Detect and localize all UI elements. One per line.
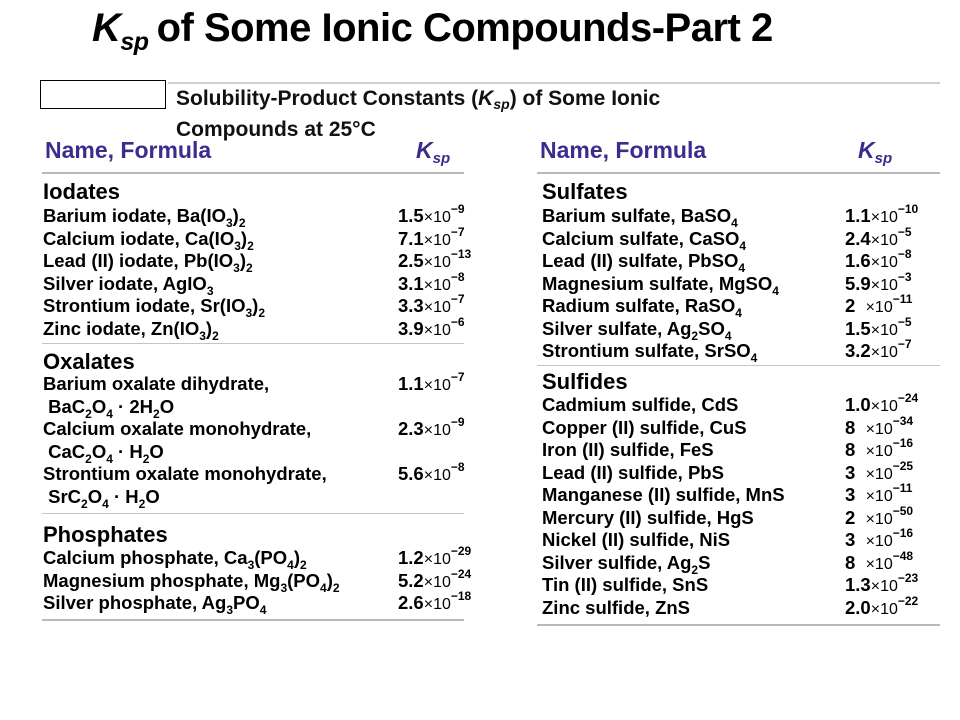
compound-name: Strontium iodate, $Sr(IO_3)_2$ <box>43 295 266 320</box>
left-column-header-name: Name, Formula <box>45 137 212 163</box>
corner-box <box>40 80 166 109</box>
compound-name: Silver sulfate, $Ag_2SO_4$ <box>542 317 732 343</box>
ksp-value: $8 \times 10^{-16}$ <box>845 436 914 460</box>
table-heading-line-2: Compounds at 25°C <box>176 118 376 141</box>
section-title: Phosphates <box>43 522 168 547</box>
ksp-value: $3 \times 10^{-16}$ <box>845 526 914 550</box>
compound-name: Magnesium sulfate, MgSO$_4$ <box>542 272 779 298</box>
heading-symbol: K <box>478 87 494 110</box>
compound-name: $BaC_2O_4 \cdot 2H_2O$ <box>43 395 175 421</box>
ksp-value: $1.3\times 10^{-23}$ <box>845 571 919 595</box>
compound-name: Tin (II) sulfide, SnS <box>542 574 709 595</box>
compound-name: Lead (II) sulfate, PbSO$_4$ <box>542 250 746 275</box>
compound-name: $CaC_2O_4 \cdot H_2O$ <box>43 440 164 466</box>
compound-name: Calcium sulfate, CaSO$_4$ <box>542 227 747 253</box>
ksp-value: $3.3\times 10^{-7}$ <box>398 292 465 316</box>
compound-name: Radium sulfate, RaSO$_4$ <box>542 295 742 320</box>
ksp-value: $3.1\times 10^{-8}$ <box>398 269 465 294</box>
compound-name: Strontium oxalate monohydrate, <box>43 463 327 484</box>
compound-name: Strontium sulfate, SrSO$_4$ <box>542 340 758 365</box>
compound-name: Mercury (II) sulfide, HgS <box>542 506 754 528</box>
ksp-value: $3 \times 10^{-11}$ <box>845 481 913 505</box>
compound-name: Barium sulfate, BaSO$_4$ <box>542 205 738 230</box>
right-section-rule <box>537 624 940 626</box>
right-section-rule <box>537 365 940 366</box>
ksp-value: $1.1\times 10^{-7}$ <box>398 370 465 394</box>
ksp-value: $2.6\times 10^{-18}$ <box>398 589 472 613</box>
section-title: Sulfides <box>542 369 628 394</box>
ksp-value: $8 \times 10^{-34}$ <box>845 413 914 438</box>
ksp-symbol: K <box>858 137 875 163</box>
ksp-value: $3.2\times 10^{-7}$ <box>845 337 912 361</box>
compound-name: Calcium iodate, $Ca(IO_3)_2$ <box>43 227 254 253</box>
title-symbol: K <box>92 6 121 50</box>
compound-name: $SrC_2O_4 \cdot H_2O$ <box>43 485 160 511</box>
ksp-value: $2.5\times 10^{-13}$ <box>398 247 472 271</box>
compound-name: Nickel (II) sulfide, NiS <box>542 529 731 550</box>
compound-name: Copper (II) sulfide, CuS <box>542 416 747 438</box>
compound-name: Barium iodate, $Ba(IO_3)_2$ <box>43 205 246 230</box>
title-symbol-subscript: sp <box>120 28 149 56</box>
right-header-rule <box>537 172 940 174</box>
table-heading <box>176 86 660 143</box>
title-text: of Some Ionic Compounds-Part 2 <box>156 6 773 50</box>
right-column-header-name: Name, Formula <box>540 137 707 163</box>
compound-name: Lead (II) iodate, $Pb(IO_3)_2$ <box>43 250 253 275</box>
compound-name: Calcium oxalate monohydrate, <box>43 418 312 439</box>
compound-name: Silver sulfide, $Ag_2S$ <box>542 551 711 577</box>
left-section-rule <box>42 513 464 514</box>
ksp-value: $2.4\times 10^{-5}$ <box>845 224 912 249</box>
compound-name: Silver iodate, AgIO$_3$ <box>43 272 214 298</box>
left-section-rule <box>42 619 464 621</box>
ksp-value: $1.6\times 10^{-8}$ <box>845 247 912 271</box>
ksp-value: $1.5\times 10^{-9}$ <box>398 202 465 226</box>
compound-name: Lead (II) sulfide, PbS <box>542 461 724 483</box>
ksp-value: $8 \times 10^{-48}$ <box>845 548 914 573</box>
heading-prefix: Solubility-Product Constants ( <box>176 87 479 110</box>
left-section-rule <box>42 343 464 344</box>
ksp-subscript: sp <box>874 150 893 167</box>
ksp-value: $3.9\times 10^{-6}$ <box>398 314 465 339</box>
compound-name: Zinc sulfide, ZnS <box>542 596 691 618</box>
left-header-rule <box>42 172 464 174</box>
compound-name: Manganese (II) sulfide, MnS <box>542 484 785 505</box>
ksp-value: $5.6\times 10^{-8}$ <box>398 460 465 484</box>
ksp-value: $2.0\times 10^{-22}$ <box>845 593 919 618</box>
ksp-value: $7.1\times 10^{-7}$ <box>398 224 465 249</box>
section-title: Oxalates <box>43 349 135 374</box>
ksp-value: $1.0\times 10^{-24}$ <box>845 391 919 415</box>
compound-name: Cadmium sulfide, CdS <box>542 394 739 415</box>
compound-name: Magnesium phosphate, $Mg_3(PO_4)_2$ <box>43 569 340 595</box>
section-title: Sulfates <box>542 179 628 204</box>
ksp-value: $2 \times 10^{-50}$ <box>845 503 914 528</box>
table-top-rule <box>168 82 940 84</box>
compound-name: Silver phosphate, $Ag_3PO_4$ <box>43 592 267 617</box>
left-column-header-ksp <box>416 137 450 167</box>
ksp-value: $1.2\times 10^{-29}$ <box>398 544 472 568</box>
heading-suffix: ) of Some Ionic <box>509 87 661 110</box>
right-column-header-ksp <box>858 137 892 167</box>
ksp-value: $2.3\times 10^{-9}$ <box>398 415 465 439</box>
ksp-symbol: K <box>416 137 433 163</box>
heading-symbol-subscript: sp <box>493 96 510 112</box>
table-heading-line-1 <box>176 86 660 117</box>
ksp-value: $1.1\times 10^{-10}$ <box>845 202 919 226</box>
ksp-value: $1.5\times 10^{-5}$ <box>845 314 912 339</box>
slide-title <box>92 6 773 57</box>
compound-name: Zinc iodate, $Zn(IO_3)_2$ <box>43 317 219 343</box>
compound-name: Iron (II) sulfide, FeS <box>542 439 714 460</box>
ksp-value: $2 \times 10^{-11}$ <box>845 292 913 316</box>
ksp-value: $3 \times 10^{-25}$ <box>845 458 914 483</box>
ksp-value: $5.9\times 10^{-3}$ <box>845 269 912 294</box>
section-title: Iodates <box>43 179 121 204</box>
ksp-value: $5.2\times 10^{-24}$ <box>398 566 472 591</box>
ksp-subscript: sp <box>432 150 451 167</box>
compound-name: Barium oxalate dihydrate, <box>43 373 270 394</box>
compound-name: Calcium phosphate, $Ca_3(PO_4)_2$ <box>43 547 307 572</box>
